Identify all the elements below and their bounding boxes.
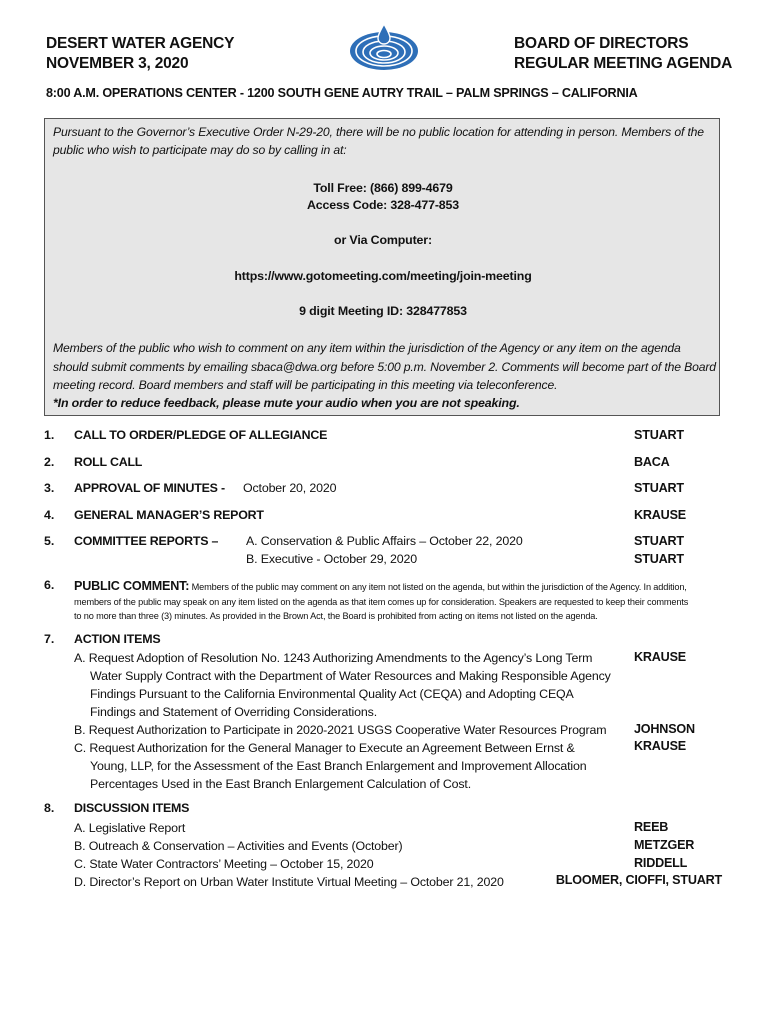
agency-name: DESERT WATER AGENCY (46, 35, 235, 52)
toll-free-number: Toll Free: (866) 899-4679 (313, 181, 453, 195)
meeting-url[interactable]: https://www.gotomeeting.com/meeting/join-meeting (234, 269, 532, 283)
public-comment-line: Members of the public may comment on any item not listed on the agenda, but within the jurisdiction of the Agency. In addition, (189, 582, 687, 592)
action-item-c-line: Young, LLP, for the Assessment of the East Branch Enlargement and Improvement Allocation (90, 759, 587, 773)
meeting-id: 9 digit Meeting ID: 328477853 (299, 304, 467, 318)
item-number: 5. (44, 534, 55, 548)
item-number: 3. (44, 481, 55, 495)
discussion-item-b: B. Outreach & Conservation – Activities and Events (October) (74, 839, 403, 853)
item-number: 7. (44, 632, 55, 646)
speaker: RIDDELL (634, 856, 688, 870)
meeting-type: REGULAR MEETING AGENDA (514, 55, 733, 72)
item-number: 8. (44, 801, 55, 815)
item-title-gm-report: GENERAL MANAGER’S REPORT (74, 508, 264, 522)
action-item-a-line: Findings Pursuant to the California Environmental Quality Act (CEQA) and Adopting CEQA (90, 687, 574, 701)
speaker: KRAUSE (634, 650, 686, 664)
speaker: KRAUSE (634, 739, 686, 753)
public-comment-line: to no more than three (3) minutes. As provided in the Brown Act, the Board is prohibited from acting on items not listed on the agenda. (74, 611, 598, 621)
access-code: Access Code: 328-477-853 (306, 198, 460, 212)
item-title-roll-call: ROLL CALL (74, 455, 143, 469)
speaker: REEB (634, 820, 669, 834)
water-drop-ripple-logo (347, 22, 421, 72)
speaker: BACA (634, 455, 670, 469)
item-title-discussion-items: DISCUSSION ITEMS (74, 801, 190, 815)
teleconference-notice-box (44, 118, 720, 416)
speaker: METZGER (634, 838, 695, 852)
action-item-b: B. Request Authorization to Participate in 2020-2021 USGS Cooperative Water Resources Program (74, 723, 607, 737)
action-item-a-line: Water Supply Contract with the Department of Water Resources and Making Responsible Agency (90, 669, 611, 683)
speaker: STUART (634, 534, 684, 548)
speaker: BLOOMER, CIOFFI, STUART (555, 873, 722, 887)
speaker: STUART (634, 552, 684, 566)
speaker: STUART (634, 481, 684, 495)
committee-report-a: A. Conservation & Public Affairs – October 22, 2020 (246, 534, 523, 548)
action-item-a: A. Request Adoption of Resolution No. 1243 Authorizing Amendments to the Agency’s Long Term (74, 651, 593, 665)
speaker: JOHNSON (634, 722, 695, 736)
action-item-c-line: Percentages Used in the East Branch Enlargement Calculation of Cost. (90, 777, 472, 791)
item-number: 2. (44, 455, 55, 469)
speaker: STUART (634, 428, 684, 442)
meeting-location: 8:00 A.M. OPERATIONS CENTER - 1200 SOUTH GENE AUTRY TRAIL – PALM SPRINGS – CALIFORNIA (46, 86, 638, 100)
notice-intro: Pursuant to the Governor’s Executive Order N-29-20, there will be no public location for attending in person. Members of the public who wish to participate may do so by calling in at: (53, 125, 704, 157)
item-title-approval-of-minutes: APPROVAL OF MINUTES - (74, 481, 225, 495)
action-item-a-line: Findings and Statement of Overriding Considerations. (90, 705, 377, 719)
public-comment-instructions: Members of the public who wish to comment on any item within the jurisdiction of the Agency or any item on the agenda should submit comments by emailing sbaca@dwa.org before 5:00 p.m. November 2. Comments will become part of the Board meeting record. Board members and staff will be participating in this meeting via teleconference. (53, 341, 716, 392)
public-comment-line: members of the public may speak on any item listed on the agenda as that item comes up for consideration. Speakers are requested to keep their comments (74, 597, 689, 607)
minutes-date: October 20, 2020 (243, 481, 337, 495)
board-title: BOARD OF DIRECTORS (514, 35, 689, 52)
discussion-item-c: C. State Water Contractors’ Meeting – October 15, 2020 (74, 857, 374, 871)
item-title-committee-reports: COMMITTEE REPORTS – (74, 534, 219, 548)
item-title-action-items: ACTION ITEMS (74, 632, 161, 646)
public-comment-text (74, 578, 724, 595)
item-title-call-to-order: CALL TO ORDER/PLEDGE OF ALLEGIANCE (74, 428, 328, 442)
via-computer-label: or Via Computer: (334, 233, 432, 247)
item-number: 6. (44, 578, 55, 592)
discussion-item-d: D. Director’s Report on Urban Water Institute Virtual Meeting – October 21, 2020 (74, 875, 504, 889)
item-number: 1. (44, 428, 55, 442)
item-number: 4. (44, 508, 55, 522)
committee-report-b: B. Executive - October 29, 2020 (246, 552, 417, 566)
header-left (46, 34, 234, 74)
meeting-date: NOVEMBER 3, 2020 (46, 55, 189, 72)
speaker: KRAUSE (634, 508, 686, 522)
header-right (514, 34, 732, 74)
action-item-c: C. Request Authorization for the General Manager to Execute an Agreement Between Ernst & (74, 741, 575, 755)
item-title-public-comment: PUBLIC COMMENT: (74, 579, 190, 593)
mute-notice: *In order to reduce feedback, please mute your audio when you are not speaking. (53, 396, 520, 410)
discussion-item-a: A. Legislative Report (74, 821, 186, 835)
